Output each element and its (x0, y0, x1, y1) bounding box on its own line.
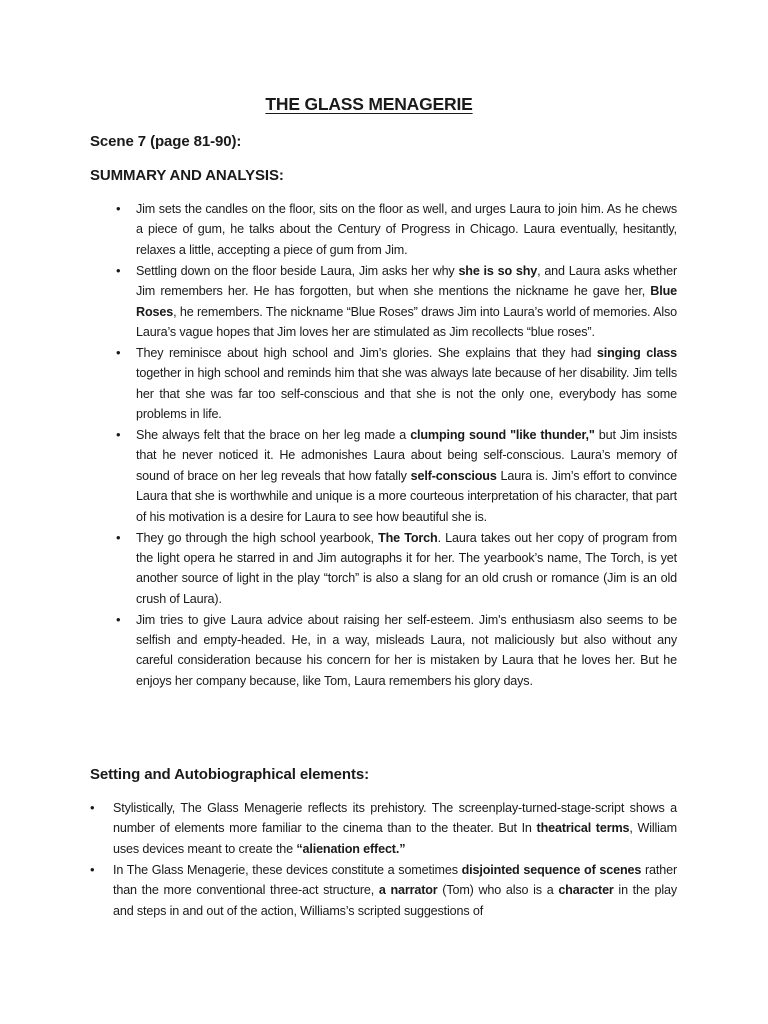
bullet-icon: • (116, 529, 121, 545)
text-run: Laura is. Jim’s effort to convince Laura that she is worthwhile and unique is a more courteous interpretation of his character, that part of his motivation is a desire for Laura to see how beautiful she is. (136, 468, 677, 524)
bullet-icon: • (90, 861, 95, 877)
bold-text: clumping sound "like thunder," (410, 427, 595, 442)
bullet-icon: • (116, 426, 121, 442)
text-run: . Laura takes out her copy of program from the light opera he starred in and Jim autographs it for her. The yearbook’s name, The Torch, is yet another source of light in the play “torch” is also a slang for an old crush or romance (Jim is an old crush of Laura). (136, 530, 677, 606)
summary-bullet-list (116, 199, 678, 692)
bold-text: character (558, 883, 614, 898)
text-run: but Jim insists that he never noticed it. He admonishes Laura about being self-conscious. Laura’s memory of sound of brace on her leg reveals that how fatally (136, 427, 677, 483)
text-run: , and Laura asks whether Jim remembers her. He has forgotten, but when she mentions the nickname he gave her, (136, 263, 677, 299)
text-run: In The Glass Menagerie, these devices constitute a sometimes (113, 862, 462, 877)
text-run: They go through the high school yearbook, (136, 530, 379, 545)
bullet-icon: • (116, 262, 121, 278)
text-run: They reminisce about high school and Jim’s glories. She explains that they had (136, 345, 597, 360)
text-run: , William uses devices meant to create the (113, 821, 677, 856)
bullet-item (116, 610, 677, 692)
bullet-icon: • (116, 344, 121, 360)
text-run: , he remembers. The nickname “Blue Roses” draws Jim into Laura’s world of memories. Also Laura’s vague hopes that Jim loves her are stimulated as Jim recollects “blue roses”. (136, 304, 677, 339)
text-run: Jim sets the candles on the floor, sits on the floor as well, and urges Laura to join him. As he chews a piece of gum, he talks about the Century of Progress in Chicago. Laura eventually, hesitantly, relaxes a little, accepting a piece of gum from Jim. (136, 202, 677, 257)
bold-text: self-conscious (410, 468, 497, 483)
bold-text: “alienation effect.” (296, 841, 406, 856)
bold-text: The Torch (378, 530, 438, 545)
bullet-item (116, 199, 677, 260)
text-run: together in high school and reminds him that she was always late because of her disability. Jim tells her that she was far too self-conscious and that she is not the only one, everybody has some problems in life. (136, 366, 677, 422)
bold-text: she is so shy (458, 263, 538, 278)
bullet-item (116, 261, 677, 343)
text-run: rather than the more conventional three-act structure, (113, 862, 677, 898)
document-title: THE GLASS MENAGERIE (265, 94, 473, 114)
scene-heading: Scene 7 (page 81-90): (90, 133, 242, 150)
bold-text: theatrical terms (536, 821, 630, 836)
bullet-item (116, 528, 677, 610)
setting-bullet-list (90, 798, 677, 921)
bold-text: singing class (596, 345, 678, 360)
summary-heading: SUMMARY AND ANALYSIS: (90, 167, 284, 184)
text-run: (Tom) who also is a (437, 883, 559, 898)
bullet-item (116, 343, 678, 425)
text-run: She always felt that the brace on her leg made a (136, 427, 411, 442)
bullet-icon: • (90, 800, 95, 815)
text-run: Jim tries to give Laura advice about raising her self-esteem. Jim's enthusiasm also seems to be selfish and empty-headed. He, in a way, misleads Laura, not maliciously but also without any careful consideration because his concern for her is mistaken by Laura that he loves her. But he enjoys her company because, like Tom, Laura remembers his glory days. (136, 612, 677, 688)
bullet-icon: • (116, 611, 121, 627)
bold-text: disjointed sequence of scenes (461, 862, 642, 877)
text-run: Stylistically, The Glass Menagerie reflects its prehistory. The screenplay-turned-stage-script shows a number of elements more familiar to the cinema than to the theater. But In (113, 801, 677, 836)
bullet-icon: • (116, 201, 121, 216)
bullet-item (90, 860, 677, 921)
setting-heading: Setting and Autobiographical elements: (90, 766, 370, 783)
bold-text: Blue Roses (136, 284, 677, 319)
bullet-item (116, 425, 677, 527)
text-run: Settling down on the floor beside Laura, Jim asks her why (136, 263, 459, 278)
bullet-item (90, 798, 677, 859)
bold-text: a narrator (378, 883, 438, 898)
text-run: in the play and steps in and out of the action, Williams’s scripted suggestions of (113, 883, 677, 918)
